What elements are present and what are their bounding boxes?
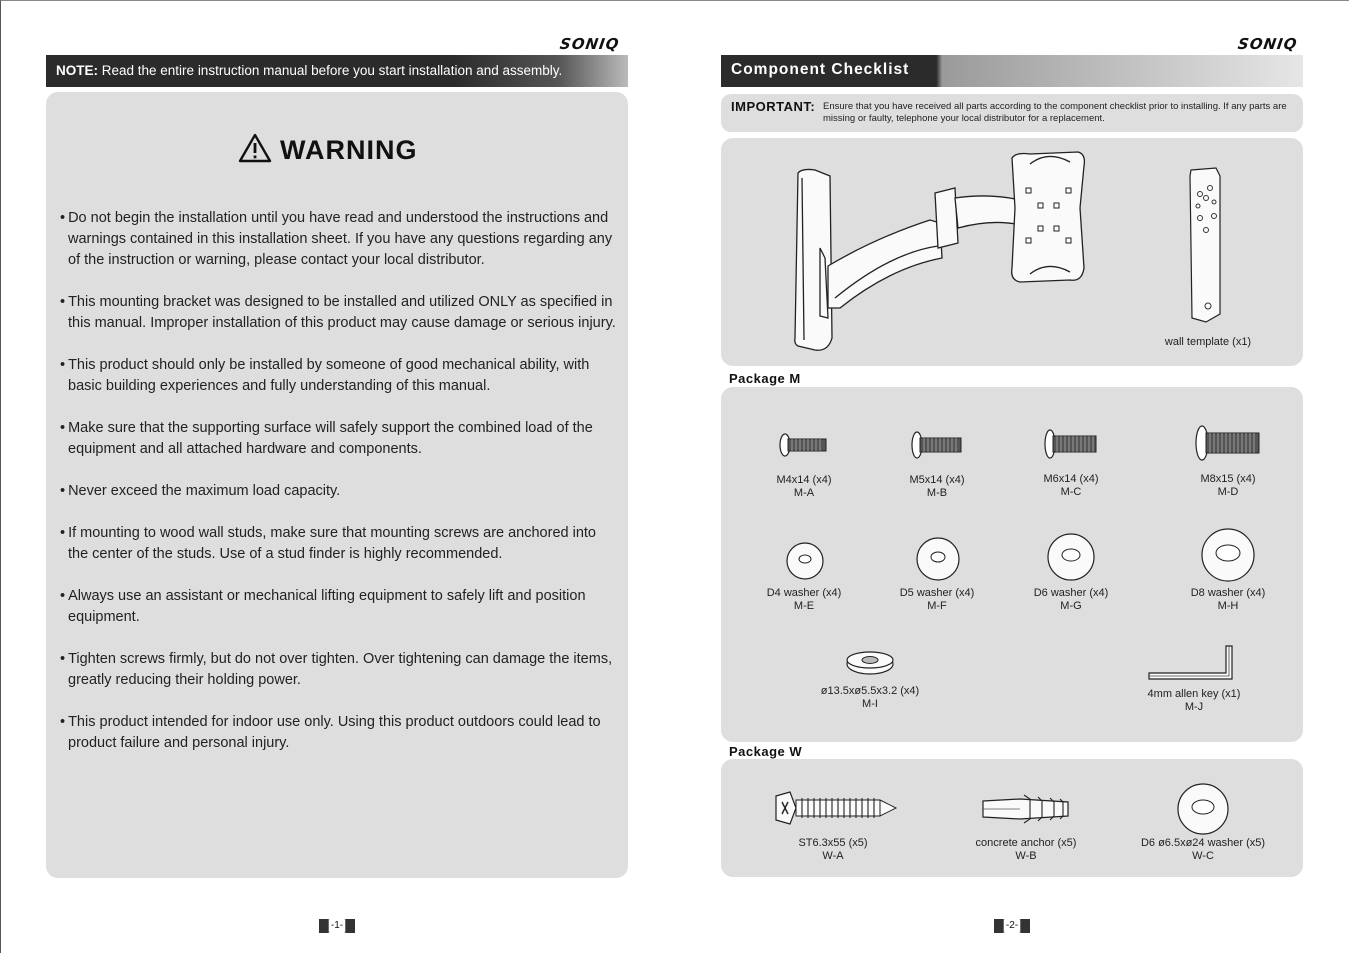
- note-text: [56, 63, 562, 78]
- item-caption: [976, 837, 1077, 862]
- item-size: D4 washer (x4): [766, 587, 842, 599]
- item-code: M-G: [1060, 599, 1082, 612]
- warning-item: • Tighten screws firmly, but do not over tighten. Over tightening can damage the items, greatly reducing their holding power.: [60, 649, 620, 691]
- item-caption: [798, 837, 867, 862]
- lag-screw-w-a-icon: [772, 788, 900, 828]
- note-body: Read the entire instruction manual before you start installation and assembly.: [98, 63, 563, 78]
- package-m-label: Package M: [729, 371, 801, 386]
- item-caption: [821, 685, 919, 710]
- item-code: M-D: [1217, 485, 1239, 498]
- item-size: concrete anchor (x5): [975, 837, 1077, 849]
- item-size: M5x14 (x4): [909, 474, 965, 486]
- checklist-banner: [721, 55, 1303, 87]
- item-caption: [1191, 587, 1266, 612]
- item-caption: [1043, 473, 1098, 498]
- concrete-anchor-w-b-icon: [980, 792, 1072, 826]
- page-number: [994, 919, 1030, 933]
- washer-m-f-icon: [915, 536, 961, 582]
- item-code: W-B: [1015, 849, 1037, 862]
- note-label: NOTE:: [56, 63, 98, 78]
- warning-item: • This product intended for indoor use only. Using this product outdoors could lead to product failure and personal injury.: [60, 712, 620, 754]
- item-size: ST6.3x55 (x5): [798, 837, 868, 849]
- item-code: W-C: [1192, 849, 1214, 862]
- page-number: [319, 919, 355, 933]
- warning-triangle-icon: [238, 133, 272, 168]
- warning-heading: [238, 133, 418, 168]
- item-caption: [1148, 688, 1241, 713]
- item-size: M4x14 (x4): [776, 474, 832, 486]
- item-code: M-A: [793, 486, 815, 499]
- allen-key-icon: [1146, 643, 1238, 681]
- bolt-m-d-icon: [1194, 424, 1262, 462]
- washer-w-c-icon: [1176, 782, 1230, 836]
- page-title: Component Checklist: [731, 61, 910, 78]
- note-banner: [46, 55, 628, 87]
- item-size: D6 washer (x4): [1033, 587, 1109, 599]
- brand-logo: SONIQ: [1236, 35, 1299, 53]
- bolt-m-b-icon: [910, 430, 964, 460]
- warning-item: • This product should only be installed by someone of good mechanical ability, with basic building experiences and fully understanding of this manual.: [60, 355, 620, 397]
- bolt-m-a-icon: [778, 432, 830, 458]
- item-code: M-I: [862, 697, 878, 710]
- washer-m-h-icon: [1200, 527, 1256, 583]
- wall-template-icon: [1186, 166, 1226, 324]
- bolt-m-c-icon: [1043, 428, 1099, 460]
- item-size: D8 washer (x4): [1190, 587, 1266, 599]
- warning-item: • Always use an assistant or mechanical lifting equipment to safely lift and position equipment.: [60, 586, 620, 628]
- item-caption: [767, 587, 842, 612]
- item-caption: [776, 474, 831, 499]
- item-code: M-B: [926, 486, 948, 499]
- washer-m-g-icon: [1046, 532, 1096, 582]
- item-caption: [900, 587, 975, 612]
- item-code: M-E: [793, 599, 815, 612]
- warning-item: • Make sure that the supporting surface will safely support the combined load of the equipment and all attached hardware and components.: [60, 418, 620, 460]
- warning-item: • If mounting to wood wall studs, make sure that mounting screws are anchored into the center of the studs. Use of a stud finder is highly recommended.: [60, 523, 620, 565]
- item-size: M6x14 (x4): [1043, 473, 1099, 485]
- spacer-m-i-icon: [845, 650, 895, 676]
- item-code: M-C: [1060, 485, 1082, 498]
- important-notice: [721, 94, 1303, 132]
- warning-title: WARNING: [280, 135, 418, 165]
- warning-item: • Never exceed the maximum load capacity.: [60, 481, 620, 502]
- item-code: M-H: [1217, 599, 1239, 612]
- brand-logo: SONIQ: [558, 35, 621, 53]
- important-label: IMPORTANT:: [731, 99, 816, 114]
- item-code: W-A: [822, 849, 844, 862]
- item-code: M-F: [927, 599, 947, 612]
- item-caption: [909, 474, 964, 499]
- item-caption: [1034, 587, 1109, 612]
- item-caption: [1200, 473, 1255, 498]
- item-size: M8x15 (x4): [1200, 473, 1256, 485]
- important-text: Ensure that you have received all parts according to the component checklist prior to installing. If any parts are missing or faulty, telephone your local distributor for a replacement.: [823, 101, 1287, 124]
- washer-m-e-icon: [785, 541, 825, 581]
- item-size: D5 washer (x4): [899, 587, 975, 599]
- warning-item: • Do not begin the installation until you have read and understood the instructions and warnings contained in this installation sheet. If you have any questions regarding any of the instruction or warning, please contact your local distributor.: [60, 208, 620, 271]
- warning-item: • This mounting bracket was designed to be installed and utilized ONLY as specified in this manual. Improper installation of this product may cause damage or serious injury.: [60, 292, 620, 334]
- wall-mount-bracket-illustration: [780, 148, 1100, 358]
- item-caption: [1141, 837, 1265, 862]
- item-size: D6 ø6.5xø24 washer (x5): [1140, 837, 1266, 849]
- page-number-text: -2-: [1005, 920, 1019, 931]
- package-w-label: Package W: [729, 744, 803, 759]
- item-size: ø13.5xø5.5x3.2 (x4): [820, 685, 920, 697]
- item-code: M-J: [1184, 700, 1204, 713]
- item-size: 4mm allen key (x1): [1147, 688, 1241, 700]
- wall-template-caption: wall template (x1): [1164, 336, 1252, 348]
- page-number-text: -1-: [330, 920, 344, 931]
- warning-list: [60, 208, 620, 775]
